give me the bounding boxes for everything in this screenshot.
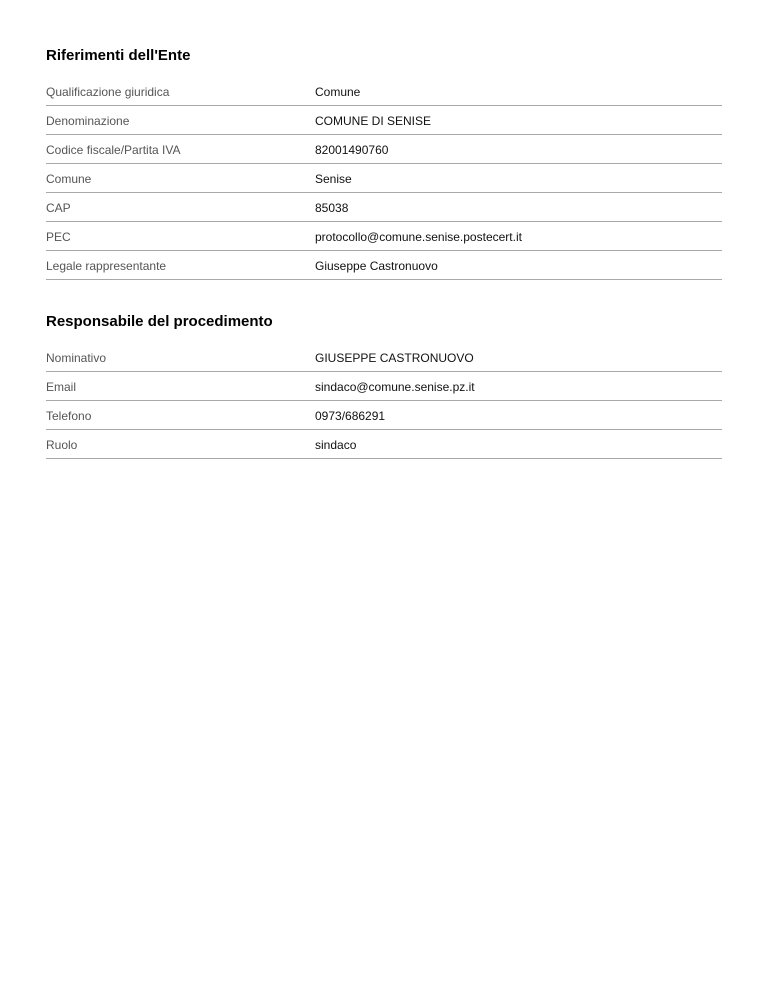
row-value: 85038 [315,200,349,215]
section-responsabile-procedimento [46,310,722,459]
row-value: COMUNE DI SENISE [315,113,432,128]
info-row-legale-rappresentante [46,252,722,280]
row-value: sindaco@comune.senise.pz.it [315,379,475,394]
row-label: Denominazione [46,113,130,128]
info-row-comune [46,165,722,193]
row-label: Comune [46,171,92,186]
row-value: Giuseppe Castronuovo [315,258,438,273]
info-row-denominazione [46,107,722,135]
row-label: Legale rappresentante [46,258,167,273]
row-label: Nominativo [46,350,107,365]
row-label: PEC [46,229,71,244]
row-value: sindaco [315,437,357,452]
row-value: GIUSEPPE CASTRONUOVO [315,350,474,365]
row-value: Comune [315,84,361,99]
row-value: Senise [315,171,352,186]
info-table [46,344,722,459]
info-row-telefono [46,402,722,430]
row-label: Qualificazione giuridica [46,84,170,99]
section-riferimenti-ente [46,44,722,280]
info-row-email [46,373,722,401]
info-row-codice-fiscale [46,136,722,164]
row-value: protocollo@comune.senise.postecert.it [315,229,522,244]
info-row-nominativo [46,344,722,372]
info-row-cap [46,194,722,222]
row-value: 82001490760 [315,142,389,157]
row-label: Codice fiscale/Partita IVA [46,142,181,157]
row-label: CAP [46,200,71,215]
row-label: Ruolo [46,437,78,452]
info-row-qualificazione [46,78,722,106]
section-title: Riferimenti dell'Ente [46,47,191,64]
row-label: Telefono [46,408,92,423]
row-value: 0973/686291 [315,408,386,423]
info-table [46,78,722,280]
section-title: Responsabile del procedimento [46,313,273,330]
info-row-ruolo [46,431,722,459]
row-label: Email [46,379,77,394]
info-row-pec [46,223,722,251]
